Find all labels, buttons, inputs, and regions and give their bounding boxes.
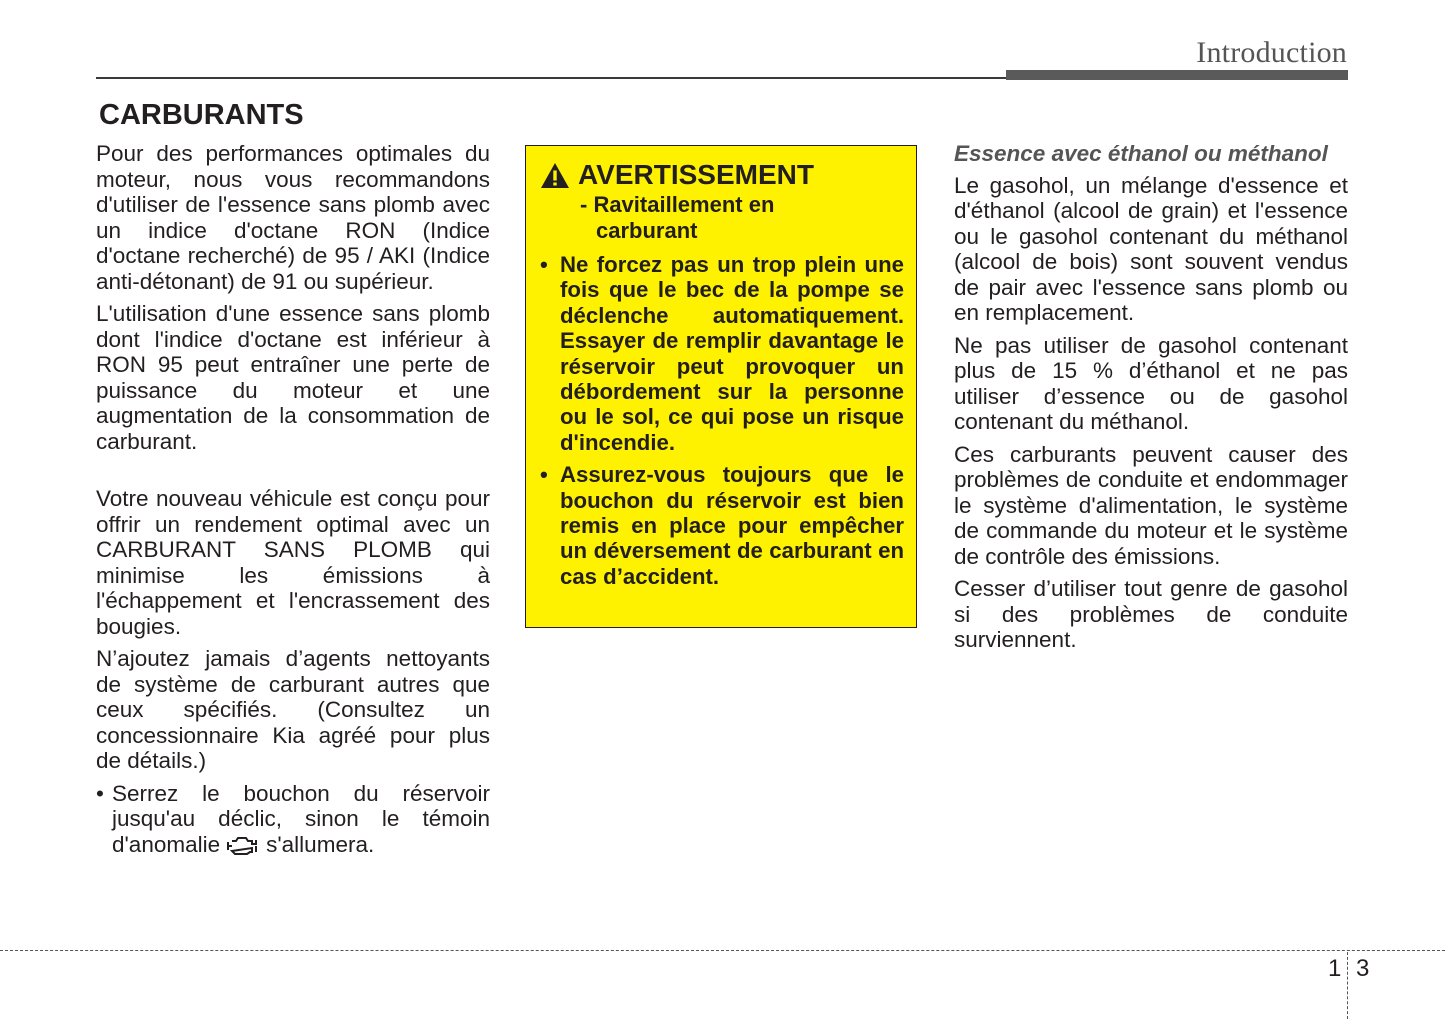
bullet-fuel-cap-text: Serrez le bouchon du réservoir jusqu'au déclic, sinon le témoin d'anomalie bbox=[112, 780, 490, 857]
right-column bbox=[954, 141, 1348, 660]
warning-box bbox=[525, 145, 917, 628]
chapter-header-title: Introduction bbox=[1196, 36, 1347, 69]
bullet-mark: • bbox=[96, 780, 104, 806]
left-column bbox=[96, 141, 490, 868]
bullet-fuel-cap-end: s'allumera. bbox=[266, 831, 375, 857]
page-number: 3 bbox=[1356, 955, 1370, 982]
header-rule-accent bbox=[1006, 70, 1348, 80]
engine-warning-icon bbox=[226, 834, 260, 862]
header-rule bbox=[96, 77, 1006, 79]
section-title: CARBURANTS bbox=[99, 99, 304, 131]
warning-item-text: Assurez-vous toujours que le bouchon du réservoir est bien remis en place pour empêcher un déversement de carburant en cas d’accident. bbox=[560, 462, 904, 589]
warning-item-text: Ne forcez pas un trop plein une fois que le bec de la pompe se déclenche automatiquement. Essayer de remplir davantage le réservoir peut provoquer un débordement sur la personne ou le sol, ce qui pose un risque d'incendie. bbox=[560, 252, 904, 455]
paragraph-stop-use: Cesser d’utiliser tout genre de gasohol si des problèmes de conduite surviennent. bbox=[954, 576, 1348, 652]
paragraph-problems: Ces carburants peuvent causer des problèmes de conduite et endommager le système d'alimentation, le système de commande du moteur et le système de contrôle des émissions. bbox=[954, 441, 1348, 569]
spacer bbox=[96, 461, 490, 486]
paragraph-gasohol: Le gasohol, un mélange d'essence et d'éthanol (alcool de grain) et l'essence ou le gasohol contenant du méthanol (alcool de bois) sont souvent vendus de pair avec l'essence sans plomb ou en remplacement. bbox=[954, 172, 1348, 325]
page-number-separator bbox=[1347, 952, 1348, 1019]
paragraph-cleaning-agents: N’ajoutez jamais d’agents nettoyants de système de carburant autres que ceux spécifiés. (Consultez un concessionnaire Kia agréé pour plus de détails.) bbox=[96, 646, 490, 773]
warning-triangle-icon bbox=[540, 162, 570, 189]
warning-subtitle-line1: - Ravitaillement en bbox=[580, 192, 775, 217]
warning-bullet: • bbox=[540, 252, 548, 277]
paragraph-octane: Pour des performances optimales du moteur, nous vous recommandons d'utiliser de l'essence sans plomb avec un indice d'octane RON (Indice d'octane recherché) de 95 / AKI (Indice anti-détonant) de 91 ou supérieur. bbox=[96, 141, 490, 294]
paragraph-low-octane: L'utilisation d'une essence sans plomb dont l'indice d'octane est inférieur à RON 95 peut entraîner une perte de puissance du moteur et une augmentation de la consommation de carburant. bbox=[96, 301, 490, 454]
chapter-number: 1 bbox=[1328, 955, 1342, 982]
footer-divider bbox=[0, 950, 1445, 951]
warning-subtitle-line2: carburant bbox=[596, 218, 698, 243]
warning-item bbox=[540, 252, 904, 455]
subheading-ethanol: Essence avec éthanol ou méthanol bbox=[954, 141, 1328, 166]
bullet-fuel-cap bbox=[96, 781, 490, 862]
warning-item bbox=[540, 462, 904, 589]
warning-subtitle bbox=[540, 192, 904, 244]
paragraph-ethanol-limit: Ne pas utiliser de gasohol contenant plus de 15 % d’éthanol et ne pas utiliser d’essence ou de gasohol contenant du méthanol. bbox=[954, 332, 1348, 434]
warning-header bbox=[540, 160, 904, 190]
warning-bullet: • bbox=[540, 462, 548, 488]
paragraph-unleaded: Votre nouveau véhicule est conçu pour offrir un rendement optimal avec un CARBURANT SANS PLOMB qui minimise les émissions à l'échappement et l'encrassement des bougies. bbox=[96, 486, 490, 639]
warning-list bbox=[540, 252, 904, 589]
warning-title: AVERTISSEMENT bbox=[578, 159, 814, 190]
